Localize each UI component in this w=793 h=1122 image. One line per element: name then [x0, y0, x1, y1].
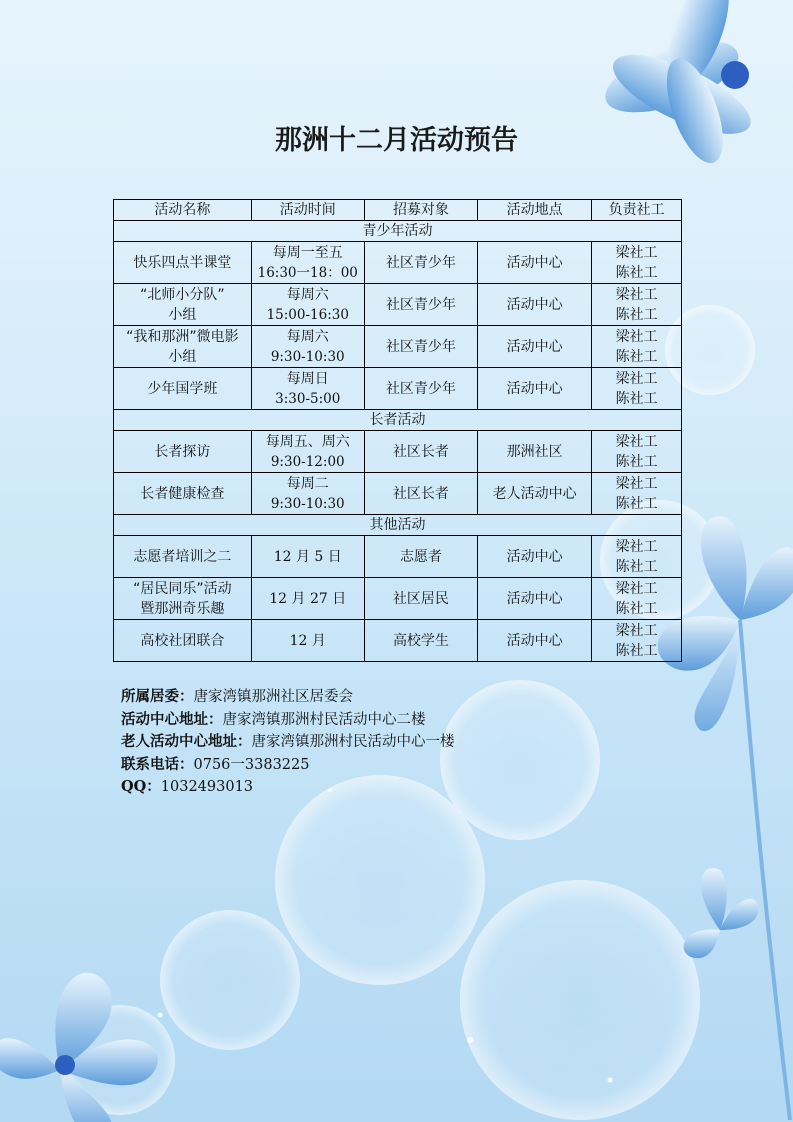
activity-name: “居民同乐”活动 暨那洲奇乐趣 — [114, 578, 252, 620]
table-row — [114, 620, 682, 662]
table-row — [114, 578, 682, 620]
activity-name: 少年国学班 — [114, 368, 252, 410]
activity-staff: 梁社工 陈社工 — [592, 536, 682, 578]
header-name: 活动名称 — [114, 200, 252, 221]
activity-target: 高校学生 — [364, 620, 477, 662]
qq-line: QQ：1032493013 — [121, 778, 254, 795]
activity-time: 每周日 3:30-5:00 — [251, 368, 364, 410]
bubble — [160, 910, 300, 1050]
committee-value: 唐家湾镇那洲社区居委会 — [193, 689, 353, 705]
section-header: 长者活动 — [114, 410, 682, 431]
activity-staff: 梁社工 陈社工 — [592, 578, 682, 620]
activity-place: 活动中心 — [478, 536, 592, 578]
activity-staff: 梁社工 陈社工 — [592, 284, 682, 326]
contact-info — [121, 686, 455, 799]
activity-time: 每周五、周六 9:30-12:00 — [251, 431, 364, 473]
header-target: 招募对象 — [364, 200, 477, 221]
sparkle — [608, 1078, 613, 1083]
phone-line: 联系电话：0756一3383225 — [121, 755, 310, 773]
activity-place: 活动中心 — [478, 578, 592, 620]
table-row — [114, 473, 682, 515]
activity-name: “北师小分队” 小组 — [114, 284, 252, 326]
table-row — [114, 431, 682, 473]
activity-place: 那洲社区 — [478, 431, 592, 473]
page-title: 那洲十二月活动预告 — [275, 125, 518, 156]
activity-staff: 梁社工 陈社工 — [592, 242, 682, 284]
activity-staff: 梁社工 陈社工 — [592, 431, 682, 473]
activity-place: 活动中心 — [478, 284, 592, 326]
activity-target: 社区居民 — [364, 578, 477, 620]
table-row — [114, 242, 682, 284]
header-place: 活动地点 — [478, 200, 592, 221]
center-address-value: 唐家湾镇那洲村民活动中心二楼 — [222, 711, 426, 728]
activity-place: 老人活动中心 — [478, 473, 592, 515]
section-header: 其他活动 — [114, 515, 682, 536]
activity-time: 12 月 27 日 — [251, 578, 364, 620]
activity-place: 活动中心 — [478, 242, 592, 284]
activity-target: 社区长者 — [364, 473, 477, 515]
header-time: 活动时间 — [251, 200, 364, 221]
activity-time: 12 月 — [251, 620, 364, 662]
activity-target: 社区长者 — [364, 431, 477, 473]
activity-time: 每周六 15:00-16:30 — [251, 284, 364, 326]
bubble — [275, 775, 485, 985]
activity-target: 社区青少年 — [364, 326, 477, 368]
activity-staff: 梁社工 陈社工 — [592, 473, 682, 515]
activity-target: 志愿者 — [364, 536, 477, 578]
activity-name: “我和那洲”微电影 小组 — [114, 326, 252, 368]
committee-line: 所属居委：唐家湾镇那洲社区居委会 — [121, 688, 353, 705]
header-staff: 负责社工 — [592, 200, 682, 221]
section-header: 青少年活动 — [114, 221, 682, 242]
table-row — [114, 536, 682, 578]
activity-time: 每周一至五 16:30一18：00 — [251, 242, 364, 284]
table-row — [114, 368, 682, 410]
activity-name: 长者健康检查 — [114, 473, 252, 515]
activity-staff: 梁社工 陈社工 — [592, 368, 682, 410]
table-header-row — [114, 200, 682, 221]
phone-value: 0756一3383225 — [193, 756, 310, 773]
bubble — [460, 880, 700, 1120]
center-address-line: 活动中心地址：唐家湾镇那洲村民活动中心二楼 — [121, 710, 426, 728]
activity-target: 社区青少年 — [364, 242, 477, 284]
activity-staff: 梁社工 陈社工 — [592, 326, 682, 368]
activity-time: 每周二 9:30-10:30 — [251, 473, 364, 515]
sparkle — [467, 1037, 473, 1043]
activity-name: 高校社团联合 — [114, 620, 252, 662]
activity-name: 长者探访 — [114, 431, 252, 473]
activity-name: 志愿者培训之二 — [114, 536, 252, 578]
activity-place: 活动中心 — [478, 368, 592, 410]
activity-place: 活动中心 — [478, 326, 592, 368]
activity-target: 社区青少年 — [364, 368, 477, 410]
activity-target: 社区青少年 — [364, 284, 477, 326]
flower-small-right — [684, 868, 759, 958]
sparkle — [158, 1013, 163, 1018]
table-row — [114, 326, 682, 368]
activity-name: 快乐四点半课堂 — [114, 242, 252, 284]
bubble — [440, 680, 600, 840]
activity-place: 活动中心 — [478, 620, 592, 662]
activity-time: 12 月 5 日 — [251, 536, 364, 578]
activity-staff: 梁社工 陈社工 — [592, 620, 682, 662]
qq-value: 1032493013 — [160, 779, 254, 795]
activity-table — [113, 199, 682, 662]
table-row — [114, 284, 682, 326]
elder-center-address-value: 唐家湾镇那洲村民活动中心一楼 — [251, 734, 455, 750]
activity-time: 每周六 9:30-10:30 — [251, 326, 364, 368]
elder-center-address-line: 老人活动中心地址：唐家湾镇那洲村民活动中心一楼 — [121, 733, 455, 750]
